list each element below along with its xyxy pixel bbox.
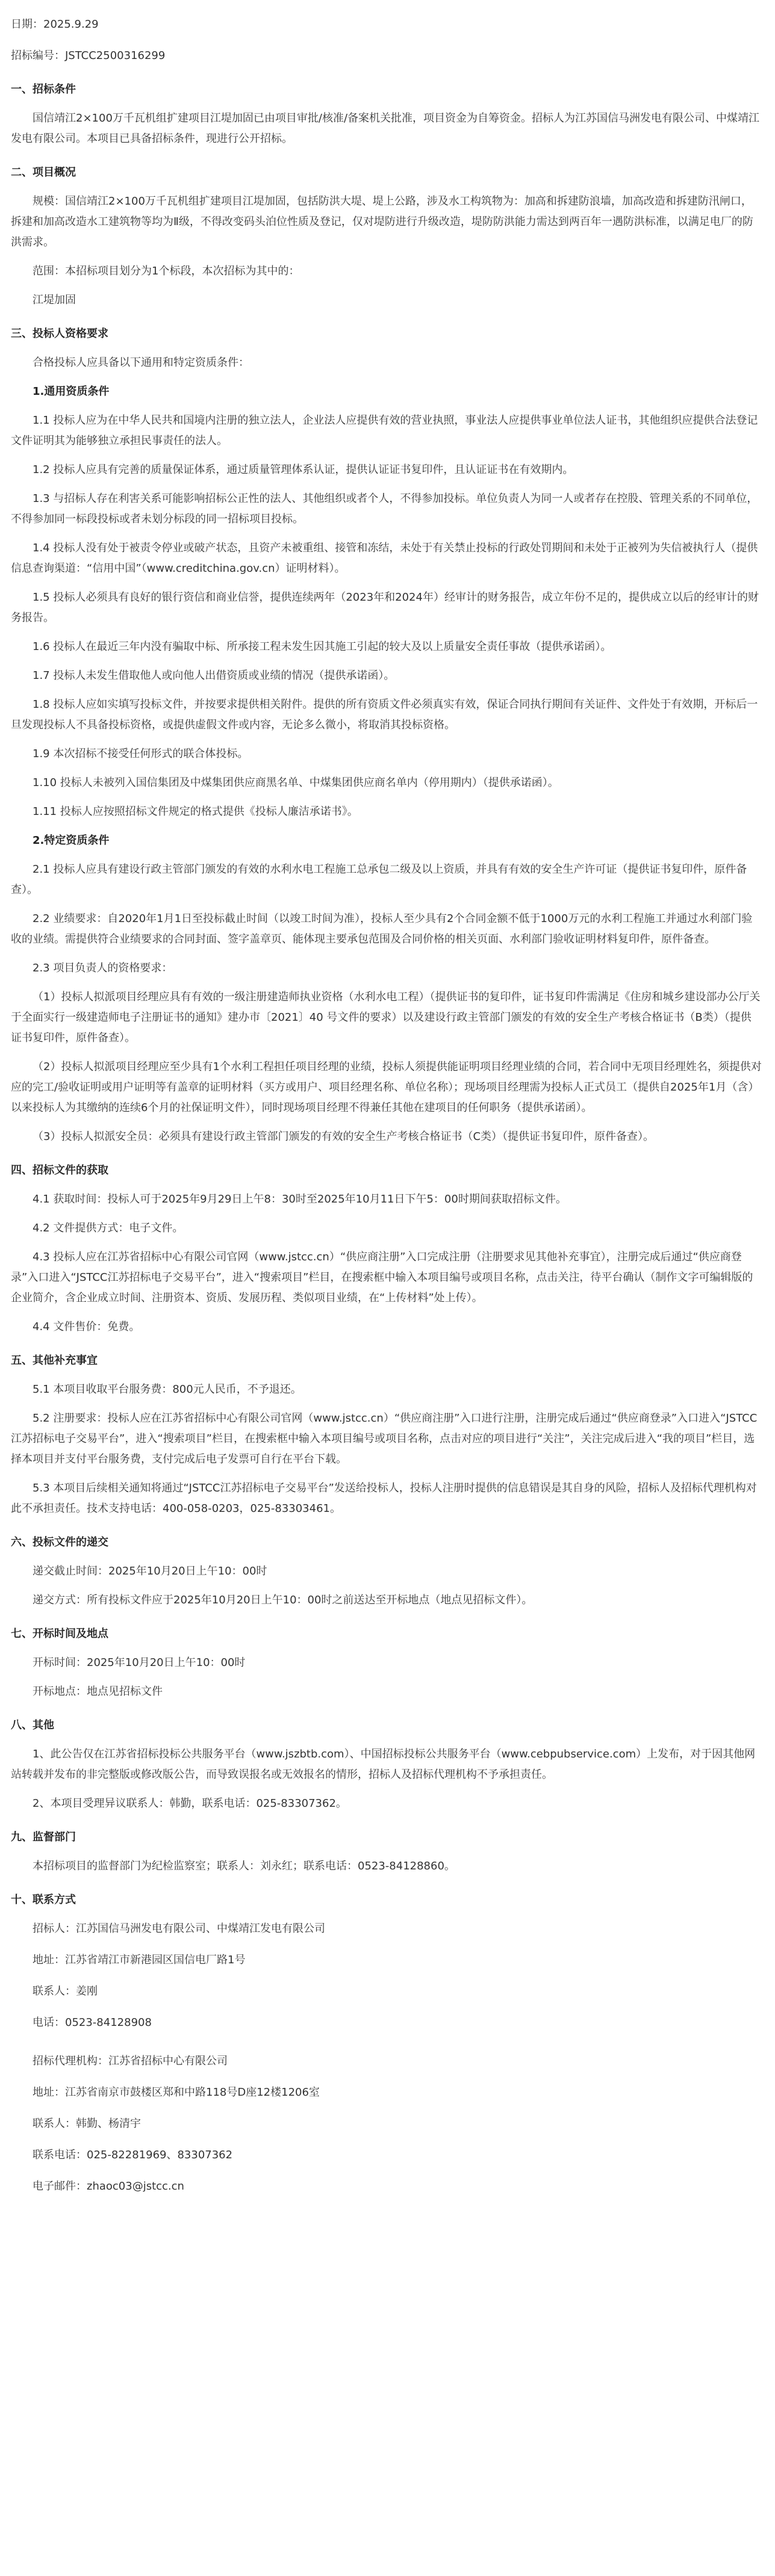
- paragraph: 江堤加固: [33, 294, 76, 306]
- publish-date: 日期：2025.9.29: [11, 18, 99, 31]
- section-title-qualification: 三、投标人资格要求: [11, 327, 108, 340]
- section-title-obtain-documents: 四、招标文件的获取: [11, 1164, 108, 1177]
- paragraph: 2、本项目受理异议联系人：韩勤，联系电话：025-83307362。: [33, 1797, 347, 1810]
- section-title-other-matters: 五、其他补充事宜: [11, 1354, 98, 1367]
- paragraph: 1.7 投标人未发生借取他人或向他人出借资质或业绩的情况（提供承诺函）。: [33, 669, 395, 682]
- paragraph: 本招标项目的监督部门为纪检监察室；联系人：刘永红；联系电话：0523-84128860。: [33, 1860, 455, 1872]
- agency-contact-person: 联系人：韩勤、杨清宇: [33, 2117, 141, 2130]
- paragraph: 范围：本招标项目划分为1个标段，本次招标为其中的：: [33, 265, 300, 277]
- paragraph: 1.11 投标人应按照招标文件规定的格式提供《投标人廉洁承诺书》。: [33, 805, 358, 818]
- project-number: 招标编号：JSTCC2500316299: [11, 49, 166, 62]
- paragraph: 2.1 投标人应具有建设行政主管部门颁发的有效的水利水电工程施工总承包二级及以上资质，并具有有效的安全生产许可证（提供证书复印件，原件备查）。: [11, 863, 747, 896]
- paragraph: 4.3 投标人应在江苏省招标中心有限公司官网（www.jstcc.cn）“供应商注册”入口完成注册（注册要求见其他补充事宜），注册完成后通过“供应商登录”入口进入“JSTCC江苏招标电子交易平台”，进入“搜索项目”栏目，在搜索框中输入本项目编号或项目名称，点击关注，待平台确认（制作文字可编辑版的企业简介，含企业成立时间、注册资本、资质、发展历程、类似项目业绩，在“上传材料”处上传）。: [11, 1251, 753, 1304]
- paragraph: 规模：国信靖江2×100万千瓦机组扩建项目江堤加固，包括防洪大堤、堤上公路，涉及水工构筑物为：加高和拆建防浪墙，加高改造和拆建防汛闸口，拆建和加高改造水工建筑物等均为Ⅱ级，不得改变码头泊位性质及登记，仅对堤防进行升级改造，堤防防洪能力需达到两百年一遇防洪标准，以满足电厂的防洪需求。: [11, 195, 753, 249]
- paragraph: 1.6 投标人在最近三年内没有骗取中标、所承接工程未发生因其施工引起的较大及以上质量安全责任事故（提供承诺函）。: [33, 640, 612, 653]
- paragraph: 4.4 文件售价：免费。: [33, 1321, 140, 1333]
- paragraph: 递交截止时间：2025年10月20日上午10：00时: [33, 1565, 267, 1577]
- paragraph: 1.9 本次招标不接受任何形式的联合体投标。: [33, 748, 249, 760]
- paragraph: 4.1 获取时间：投标人可于2025年9月29日上午8：30时至2025年10月11日下午5：00时期间获取招标文件。: [33, 1193, 567, 1206]
- paragraph: 递交方式：所有投标文件应于2025年10月20日上午10：00时之前送达至开标地点（地点见招标文件）。: [33, 1594, 533, 1606]
- paragraph: （2）投标人拟派项目经理应至少具有1个水利工程担任项目经理的业绩，投标人须提供能证明项目经理业绩的合同，若合同中无项目经理姓名，须提供对应的完工/验收证明或用户证明等有盖章的证明材料（买方或用户、项目经理名称、单位名称）；现场项目经理需为投标人正式员工（提供自2025年1月（含）以来投标人为其缴纳的连续6个月的社保证明文件），同时现场项目经理不得兼任其他在建项目的任何职务（提供承诺函）。: [11, 1060, 762, 1114]
- section-title-tender-conditions: 一、招标条件: [11, 83, 76, 96]
- section-title-others: 八、其他: [11, 1719, 54, 1732]
- paragraph: 1.5 投标人必须具有良好的银行资信和商业信誉，提供连续两年（2023年和2024年）经审计的财务报告，成立年份不足的，提供成立以后的经审计的财务报告。: [11, 591, 759, 624]
- paragraph: 5.2 注册要求：投标人应在江苏省招标中心有限公司官网（www.jstcc.cn）“供应商注册”入口进行注册，注册完成后通过“供应商登录”入口进入“JSTCC江苏招标电子交易平台”，进入“搜索项目”栏目，在搜索框中输入本项目编号或项目名称，点击对应的项目进行“关注”，关注完成后进入“我的项目”栏目，选择本项目并支付平台服务费，支付完成后电子发票可自行在平台下载。: [11, 1412, 758, 1466]
- paragraph: 1.10 投标人未被列入国信集团及中煤集团供应商黑名单、中煤集团供应商名单内（停用期内）（提供承诺函）。: [33, 776, 559, 789]
- agency-email: 电子邮件：zhaoc03@jstcc.cn: [33, 2180, 184, 2193]
- agency-contact-block: [11, 2051, 762, 2197]
- subsection-title-general: 1.通用资质条件: [33, 385, 110, 398]
- paragraph: 1.3 与招标人存在利害关系可能影响招标公正性的法人、其他组织或者个人，不得参加投标。单位负责人为同一人或者存在控股、管理关系的不同单位，不得参加同一标段投标或者未划分标段的同一招标项目投标。: [11, 492, 758, 525]
- paragraph: 1.8 投标人应如实填写投标文件，并按要求提供相关附件。提供的所有资质文件必须真实有效，保证合同执行期间有关证件、文件处于有效期，开标后一旦发现投标人不具备投标资格，或提供虚假文件或内容，无论多么微小，将取消其投标资格。: [11, 698, 758, 731]
- tenderer-contact-person: 联系人：姜刚: [33, 1985, 98, 1998]
- paragraph: 2.2 业绩要求：自2020年1月1日至投标截止时间（以竣工时间为准），投标人至少具有2个合同金额不低于1000万元的水利工程施工并通过水利部门验收的业绩。需提供符合业绩要求的合同封面、签字盖章页、能体现主要承包范围及合同价格的相关页面、水利部门验收证明材料复印件，原件备查。: [11, 912, 753, 946]
- paragraph: 5.1 本项目收取平台服务费：800元人民币，不予退还。: [33, 1383, 302, 1396]
- tenderer-name: 招标人：江苏国信马洲发电有限公司、中煤靖江发电有限公司: [33, 1922, 325, 1935]
- paragraph: （3）投标人拟派安全员：必须具有建设行政主管部门颁发的有效的安全生产考核合格证书（C类）（提供证书复印件，原件备查）。: [33, 1130, 655, 1143]
- paragraph: 2.3 项目负责人的资格要求：: [33, 962, 173, 974]
- paragraph: 5.3 本项目后续相关通知将通过“JSTCC江苏招标电子交易平台”发送给投标人，投标人注册时提供的信息错误是其自身的风险，招标人及招标代理机构对此不承担责任。技术支持电话：400-058-0203，025-83303461。: [11, 1482, 757, 1515]
- paragraph: 开标时间：2025年10月20日上午10：00时: [33, 1656, 246, 1669]
- paragraph: （1）投标人拟派项目经理应具有有效的一级注册建造师执业资格（水利水电工程）（提供证书的复印件，证书复印件需满足《住房和城乡建设部办公厅关于全面实行一级建造师电子注册证书的通知》建办市〔2021〕40 号文件的要求）以及建设行政主管部门颁发的有效的安全生产考核合格证书（B类）（提供证书复印件，原件备查）。: [11, 991, 761, 1044]
- section-title-opening: 七、开标时间及地点: [11, 1627, 108, 1640]
- tenderer-address: 地址：江苏省靖江市新港园区国信电厂路1号: [33, 1954, 246, 1966]
- paragraph: 1.1 投标人应为在中华人民共和国境内注册的独立法人，企业法人应提供有效的营业执照，事业法人应提供事业单位法人证书，其他组织应提供合法登记文件证明其为能够独立承担民事责任的法人。: [11, 414, 758, 447]
- tenderer-contact-block: [11, 1919, 762, 2033]
- paragraph: 1.4 投标人没有处于被责令停业或破产状态，且资产未被重组、接管和冻结，未处于有关禁止投标的行政处罚期间和未处于正被列为失信被执行人（提供信息查询渠道：“信用中国”（www.creditchina.gov.cn）证明材料）。: [11, 542, 758, 575]
- subsection-title-special: 2.特定资质条件: [33, 834, 110, 847]
- section-title-submission: 六、投标文件的递交: [11, 1536, 108, 1549]
- paragraph: 1.2 投标人应具有完善的质量保证体系，通过质量管理体系认证，提供认证证书复印件，且认证证书在有效期内。: [33, 463, 574, 476]
- agency-phone: 联系电话：025-82281969、83307362: [33, 2149, 233, 2161]
- section-title-project-overview: 二、项目概况: [11, 166, 76, 179]
- section-title-supervision: 九、监督部门: [11, 1831, 76, 1844]
- agency-address: 地址：江苏省南京市鼓楼区郑和中路118号D座12楼1206室: [33, 2086, 320, 2099]
- agency-name: 招标代理机构：江苏省招标中心有限公司: [33, 2055, 228, 2067]
- section-title-contacts: 十、联系方式: [11, 1893, 76, 1906]
- paragraph: 4.2 文件提供方式：电子文件。: [33, 1222, 184, 1234]
- paragraph: 1、此公告仅在江苏省招标投标公共服务平台（www.jszbtb.com）、中国招标投标公共服务平台（www.cebpubservice.com）上发布，对于因其他网站转载并发布的非完整版或修改版公告，而导致误报名或无效报名的情形，招标人及招标代理机构不予承担责任。: [11, 1748, 756, 1781]
- tenderer-phone: 电话：0523-84128908: [33, 2016, 152, 2029]
- paragraph: 合格投标人应具备以下通用和特定资质条件：: [33, 356, 249, 369]
- paragraph: 国信靖江2×100万千瓦机组扩建项目江堤加固已由项目审批/核准/备案机关批准，项目资金为自筹资金。招标人为江苏国信马洲发电有限公司、中煤靖江发电有限公司。本项目已具备招标条件，现进行公开招标。: [11, 112, 760, 145]
- paragraph: 开标地点：地点见招标文件: [33, 1685, 163, 1698]
